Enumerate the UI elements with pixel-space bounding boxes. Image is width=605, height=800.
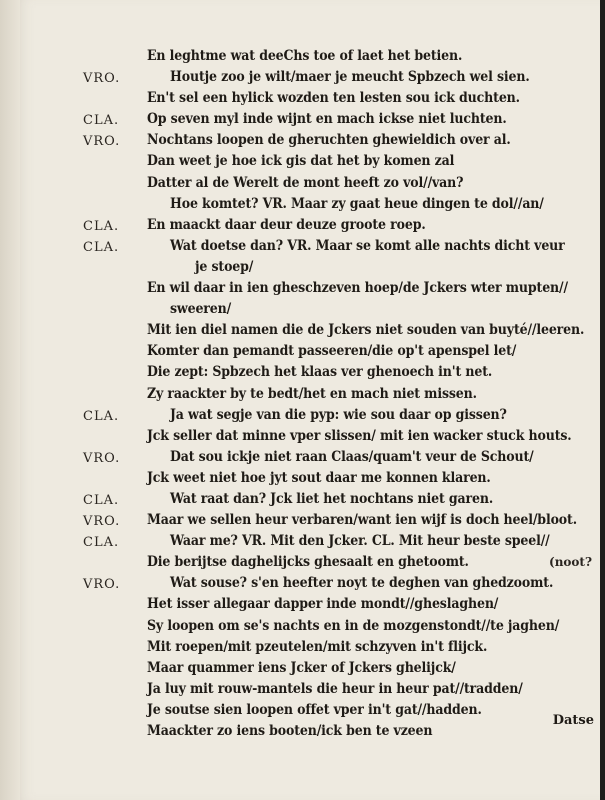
speaker-label: VRO.: [83, 514, 121, 530]
verse-text: Ja luy mit rouw-mantels die heur in heur pat//tradden/: [147, 680, 523, 697]
speaker-label: VRO.: [83, 71, 121, 87]
verse-line: [85, 364, 600, 385]
verse-line: [85, 153, 600, 174]
verse-text: Op seven myl inde wijnt en mach ickse niet luchten.: [147, 111, 507, 128]
verse-line: [85, 470, 600, 491]
verse-line: [85, 238, 600, 259]
verse-line: [85, 428, 600, 449]
verse-line: [85, 681, 600, 702]
verse-text: Nochtans loopen de gheruchten ghewieldich over al.: [147, 132, 511, 149]
verse-line: [85, 132, 600, 153]
verse-text: Wat raat dan? Jck liet het nochtans niet garen.: [170, 490, 494, 507]
verse-text: Houtje zoo je wilt/maer je meucht Spbzech wel sien.: [170, 69, 530, 86]
verse-line: [85, 512, 600, 533]
verse-line: [85, 491, 600, 512]
verse-text: En't sel een hylick wozden ten lesten sou ick duchten.: [147, 90, 520, 107]
verse-text: Komter dan pemandt passeeren/die op't apenspel let/: [147, 343, 517, 360]
verse-line: [85, 90, 600, 111]
verse-text: Mit roepen/mit pzeutelen/mit schzyven in't flijck.: [147, 638, 488, 655]
verse-line: [85, 69, 600, 90]
verse-text: Je soutse sien loopen offet vper in't gat//hadden.: [147, 701, 482, 718]
verse-line: [85, 322, 600, 343]
verse-line: [85, 301, 600, 322]
verse-text: Die zept: Spbzech het klaas ver ghenoech in't net.: [147, 364, 493, 381]
margin-note: (noot?: [549, 555, 592, 570]
verse-line: [85, 175, 600, 196]
page-gutter: [0, 0, 20, 800]
verse-text: Zy raackter by te bedt/het en mach niet missen.: [147, 385, 477, 402]
verse-line: [85, 407, 600, 428]
verse-line: [85, 702, 600, 723]
verse-text: je stoep/: [195, 258, 254, 275]
verse-line: [85, 217, 600, 238]
speaker-label: CLA.: [83, 218, 120, 234]
verse-line: [85, 554, 600, 575]
verse-line: [85, 596, 600, 617]
verse-line: [85, 196, 600, 217]
verse-text: Wat souse? s'en heefter noyt te deghen van ghedzoomt.: [170, 575, 554, 592]
verse-text: Maar quammer iens Jcker of Jckers ghelijck/: [147, 659, 456, 676]
verse-line: [85, 575, 600, 596]
verse-line: [85, 48, 600, 69]
verse-text: Datter al de Werelt de mont heeft zo vol//van?: [147, 174, 464, 191]
verse-line: [85, 618, 600, 639]
verse-line: [85, 449, 600, 470]
verse-line: [85, 259, 600, 280]
verse-text: Het isser allegaar dapper inde mondt//gheslaghen/: [147, 596, 499, 613]
verse-text: Jck seller dat minne vper slissen/ mit ien wacker stuck houts.: [147, 427, 572, 444]
verse-text: Wat doetse dan? VR. Maar se komt alle nachts dicht veur: [170, 237, 565, 254]
verse-text-block: [85, 48, 600, 744]
verse-line: [85, 386, 600, 407]
verse-text: Sy loopen om se's nachts en in de mozgenstondt//te jaghen/: [147, 617, 560, 634]
verse-text: sweeren/: [170, 301, 232, 318]
speaker-label: CLA.: [83, 492, 120, 508]
verse-text: Maar we sellen heur verbaren/want ien wijf is doch heel/bloot.: [147, 512, 577, 529]
verse-text: En wil daar in ien gheschzeven hoep/de Jckers wter mupten//: [147, 280, 568, 297]
speaker-label: CLA.: [83, 535, 120, 551]
speaker-label: VRO.: [83, 134, 121, 150]
speaker-label: CLA.: [83, 408, 120, 424]
verse-text: Waar me? VR. Mit den Jcker. CL. Mit heur beste speel//: [170, 533, 550, 550]
verse-line: [85, 723, 600, 744]
verse-text: Mit ien diel namen die de Jckers niet souden van buyté//leeren.: [147, 322, 585, 339]
verse-text: Ja wat segje van die pyp: wie sou daar op gissen?: [170, 406, 507, 423]
catchword: Datse: [552, 713, 594, 728]
verse-text: Dat sou ickje niet raan Claas/quam't veur de Schout/: [170, 448, 534, 465]
verse-line: [85, 343, 600, 364]
verse-line: [85, 660, 600, 681]
verse-text: Hoe komtet? VR. Maar zy gaat heue dingen te dol//an/: [170, 195, 544, 212]
verse-line: [85, 639, 600, 660]
speaker-label: VRO.: [83, 450, 121, 466]
verse-text: En maackt daar deur deuze groote roep.: [147, 216, 426, 233]
verse-text: Maackter zo iens booten/ick ben te vzeen: [147, 723, 433, 739]
verse-text: En leghtme wat deeChs toe of laet het betien.: [147, 48, 463, 64]
verse-line: [85, 533, 600, 554]
verse-line: [85, 280, 600, 301]
verse-text: Dan weet je hoe ick gis dat het by komen zal: [147, 153, 455, 170]
scan-edge: [600, 0, 605, 800]
speaker-label: CLA.: [83, 239, 120, 255]
speaker-label: VRO.: [83, 577, 121, 593]
verse-line: [85, 111, 600, 132]
verse-text: Jck weet niet hoe jyt sout daar me konnen klaren.: [147, 469, 491, 486]
verse-text: Die berijtse daghelijcks ghesaalt en ghetoomt.: [147, 554, 469, 571]
speaker-label: CLA.: [83, 113, 120, 129]
